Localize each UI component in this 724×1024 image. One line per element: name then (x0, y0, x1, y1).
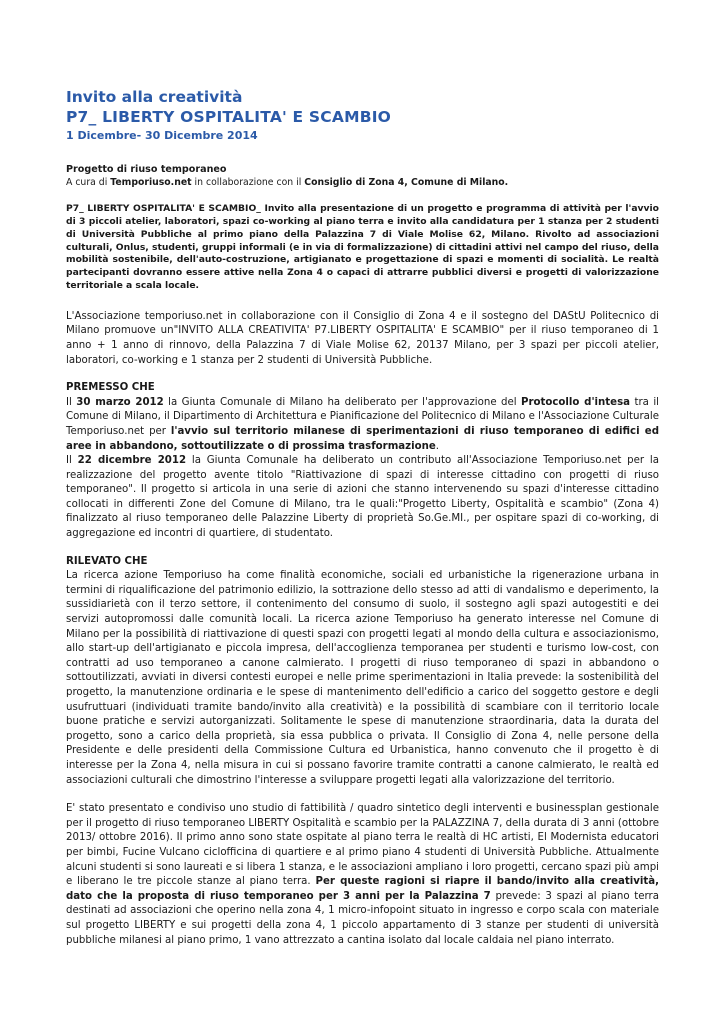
objective-bold: l'avvio sul territorio milanese di sperimentazioni di riuso temporaneo di edifici ed aree in abbandono, sottoutilizzate o di prossima trasformazione (66, 425, 659, 452)
text-run: E' stato presentato e condiviso uno studio di fattibilità / quadro sintetico degli interventi e businessplan gestionale per il progetto di riuso temporaneo LIBERTY Ospitalità e scambio per la PALAZZINA 7, della durata di 3 anni (ottobre 2013/ ottobre 2016). Il primo anno sono state ospitate al piano terra le realtà di HC artisti, El Modernista educatori per bimbi, Fucine Vulcano ciclofficina di quartiere e al primo piano 4 studenti di Università Pubbliche. Attualmente alcuni studenti si sono laureati e si libera 1 stanza, e le associazioni ampliano i loro progetti, cercano spazi più ampi e liberano le tre piccole stanze al piano terra. (66, 803, 659, 888)
rilevato-paragraph-1: La ricerca azione Temporiuso ha come finalità economiche, sociali ed urbanistiche la rigenerazione urbana in termini di riqualificazione del patrimonio edilizio, la sottrazione dello stesso ad atti di vandalismo e deperimento, la sussidiarietà con il terzo settore, il contenimento del consumo di suolo, il sostegno agli spazi autogestiti e dei servizi autopromossi dalle comunità locali. La ricerca azione Temporiuso ha generato interesse nel Comune di Milano per la possibilità di riattivazione di questi spazi con progetti legati al mondo della cultura e associazionismo, allo start-up dell'artigianato e piccola impresa, dell'accoglienza temporanea per studenti e turismo low-cost, con contratti ad uso temporaneo a canone calmierato. I progetti di riuso temporaneo di spazi in abbandono o sottoutilizzati, avviati in diversi contesti europei e nelle prime sperimentazioni in Italia prevede: la sostenibilità del progetto, la manutenzione ordinaria e le spese di mantenimento dell'edificio a carico del soggetto gestore e degli usufruttuari (individuati tramite bando/invito alla creatività) e la possibilità di scambiare con il territorio locale buone pratiche e servizi autorganizzati. Solitamente le spese di manutenzione straordinaria, data la durata del progetto, sono a carico della proprietà, sia essa pubblica o privata. Il Consiglio di Zona 4, nelle persone della Presidente e delle presidenti della Commissione Cultura ed Urbanistica, hanno convenuto che il progetto è di interesse per la Zona 4, nella misura in cui si possano favorire tramite contratti a canone calmierato, le realtà ed associazioni culturali che dimostrino l'interesse a sviluppare progetti legati alla valorizzazione del territorio. (66, 570, 659, 786)
text-run: Il (66, 396, 77, 408)
reopening-bold: Per queste ragioni si riapre il bando/invito alla creatività, dato che la proposta di riuso temporaneo per 3 anni per la Palazzina 7 (66, 876, 659, 902)
abstract-paragraph: P7_ LIBERTY OSPITALITA' E SCAMBIO_ Invito alla presentazione di un progetto e programma di attività per l'avvio di 3 piccoli atelier, laboratori, spazi co-working al piano terra e invito alla candidatura per 1 stanza per 2 studenti di Università Pubbliche al primo piano della Palazzina 7 di Viale Molise 62, Milano. Rivolto ad associazioni culturali, Onlus, studenti, gruppi informali (e in via di formalizzazione) di cittadini attivi nel campo del riuso, della mobilità sostenibile, dell'auto-costruzione, artigianato e progettazione di spazi e momenti di socialità. Le realtà partecipanti dovranno essere attive nella Zona 4 o capaci di attrarre pubblici diversi e progetti di valorizzazione territoriale a scala locale. (66, 203, 659, 291)
intro-text-1: A cura di (66, 176, 111, 188)
intro-paragraph: L'Associazione temporiuso.net in collaborazione con il Consiglio di Zona 4 e il sostegno del DAStU Politecnico di Milano promuove un"INVITO ALLA CREATIVITA' P7.LIBERTY OSPITALITA' E SCAMBIO" per il riuso temporaneo di 1 anno + 1 anno di rinnovo, della Palazzina 7 di Viale Molise 62, 20137 Milano, per 3 spazi per piccoli atelier, laboratori, co-working e 1 stanza per 2 studenti di Università Pubbliche. (66, 310, 659, 366)
intro-org: Temporiuso.net (110, 176, 192, 188)
document-page (66, 84, 659, 948)
protocol-bold: Protocollo d'intesa (521, 396, 631, 408)
title-line1: Invito alla creatività (66, 88, 243, 106)
intro-credits (66, 177, 659, 190)
text-run: Il (66, 455, 78, 467)
date-range: 1 Dicembre- 30 Dicembre 2014 (66, 129, 258, 142)
text-run: prevede: 3 spazi al piano terra destinati ad associazioni che operino nella zona 4, 1 micro-infopoint situato in ingresso e corpo scala con materiale sul progetto LIBERTY e sui progetti della zona 4, 1 piccolo appartamento di 3 stanze per studenti di università pubbliche milanesi al piano primo, 1 vano attrezzato a cantina isolato dal locale caldaia nel piano interrato. (66, 890, 659, 946)
premesso-paragraph-2 (66, 454, 659, 542)
text-run: la Giunta Comunale di Milano ha deliberato per l'approvazione del (163, 396, 522, 408)
section-premesso (66, 381, 659, 542)
intro-block (66, 164, 659, 189)
text-run: la Giunta Comunale ha deliberato un contributo all'Associazione Temporiuso.net per la realizzazione del progetto avente titolo "Riattivazione di spazi di interesse cittadino con progetti di riuso temporaneo". Il progetto si articola in una serie di azioni che stanno intervenendo su spazi d'interesse cittadino collocati in differenti Zone del Comune di Milano, tra le quali:"Progetto Liberty, Ospitalità e scambio" (Zona 4) finalizzato al riuso temporaneo delle Palazzine Liberty di proprietà So.Ge.MI., per ospitare spazi di co-working, di aggregazione ed incontri di quartiere, di studentato. (66, 455, 660, 540)
rilevato-paragraph-2 (66, 802, 659, 948)
section-rilevato (66, 555, 659, 948)
intro-partner: Consiglio di Zona 4, Comune di Milano. (304, 176, 509, 188)
text-run: tra il Comune di Milano, il Dipartimento di Architettura e Pianificazione del Politecnico di Milano e l'Associazione Culturale Temporiuso.net per (66, 396, 659, 437)
date-bold: 30 marzo 2012 (76, 396, 164, 408)
premesso-paragraph-1 (66, 396, 659, 454)
intro-heading: Progetto di riuso temporaneo (66, 164, 227, 175)
text-run: . (435, 440, 440, 452)
intro-text-2: in collaborazione con il (191, 176, 305, 188)
premesso-title: PREMESSO CHE (66, 382, 155, 394)
title-line2: P7_ LIBERTY OSPITALITA' E SCAMBIO (66, 108, 392, 126)
rilevato-title: RILEVATO CHE (66, 555, 148, 567)
date-bold: 22 dicembre 2012 (77, 455, 187, 467)
